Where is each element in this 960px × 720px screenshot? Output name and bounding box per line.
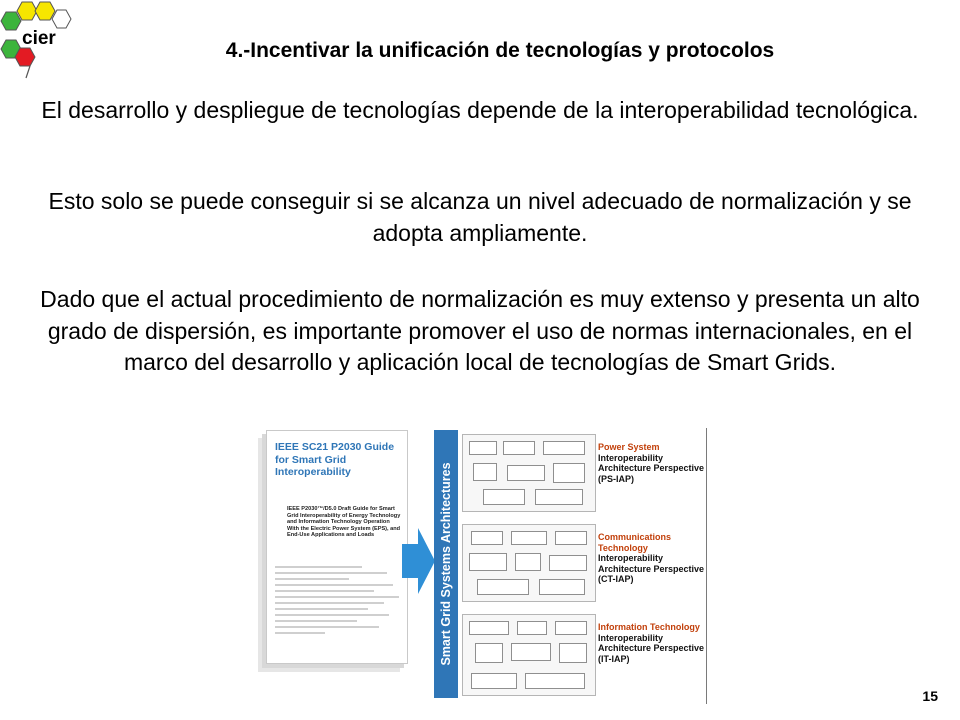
it-body: Interoperability Architecture Perspective (IT-IAP) (598, 632, 705, 664)
ct-title: Communications Technology (598, 532, 672, 553)
perspective-power-system (598, 442, 710, 484)
ieee-p2030-figure (262, 418, 712, 708)
slide-title: 4.-Incentivar la unificación de tecnologías y protocolos (225, 39, 775, 62)
perspective-information (598, 622, 710, 664)
ps-diagram (462, 434, 596, 512)
paragraph-3: Dado que el actual procedimiento de normalización es muy extenso y presenta un alto grado de dispersión, es importante promover el uso de normas internacionales, en el marco del desarrollo y aplicación local de tecnologías de Smart Grids. (40, 286, 920, 375)
architecture-label: Smart Grid Systems Architectures (439, 462, 453, 666)
it-title: Information Technology (598, 622, 700, 632)
doc-text-lines (275, 566, 399, 638)
architecture-label-bar (434, 430, 458, 698)
logo-text: cier (22, 28, 56, 49)
ct-body: Interoperability Architecture Perspective (CT-IAP) (598, 553, 705, 584)
figure-divider (706, 428, 707, 704)
cier-logo (0, 0, 82, 82)
page-number: 15 (922, 688, 938, 704)
ps-body: Interoperability Architecture Perspective (PS-IAP) (598, 452, 705, 484)
ps-title: Power System (598, 442, 660, 452)
paragraph-1: El desarrollo y despliegue de tecnologías depende de la interoperabilidad tecnológica. (41, 97, 919, 123)
ct-diagram (462, 524, 596, 602)
doc-title: IEEE SC21 P2030 Guide for Smart Grid Interoperability (275, 441, 395, 478)
doc-subtitle: IEEE P2030™/D5.0 Draft Guide for Smart Grid Interoperability of Energy Technology and Information Technology Operation With the Electric Power System (EPS), and End-Use Applications and Loads (287, 506, 401, 539)
perspective-communications (598, 532, 710, 585)
it-diagram (462, 614, 596, 696)
right-arrow-icon (402, 526, 436, 596)
paragraph-2: Esto solo se puede conseguir si se alcanza un nivel adecuado de normalización y se adopta ampliamente. (48, 188, 912, 246)
ieee-document-thumbnail (266, 430, 408, 664)
